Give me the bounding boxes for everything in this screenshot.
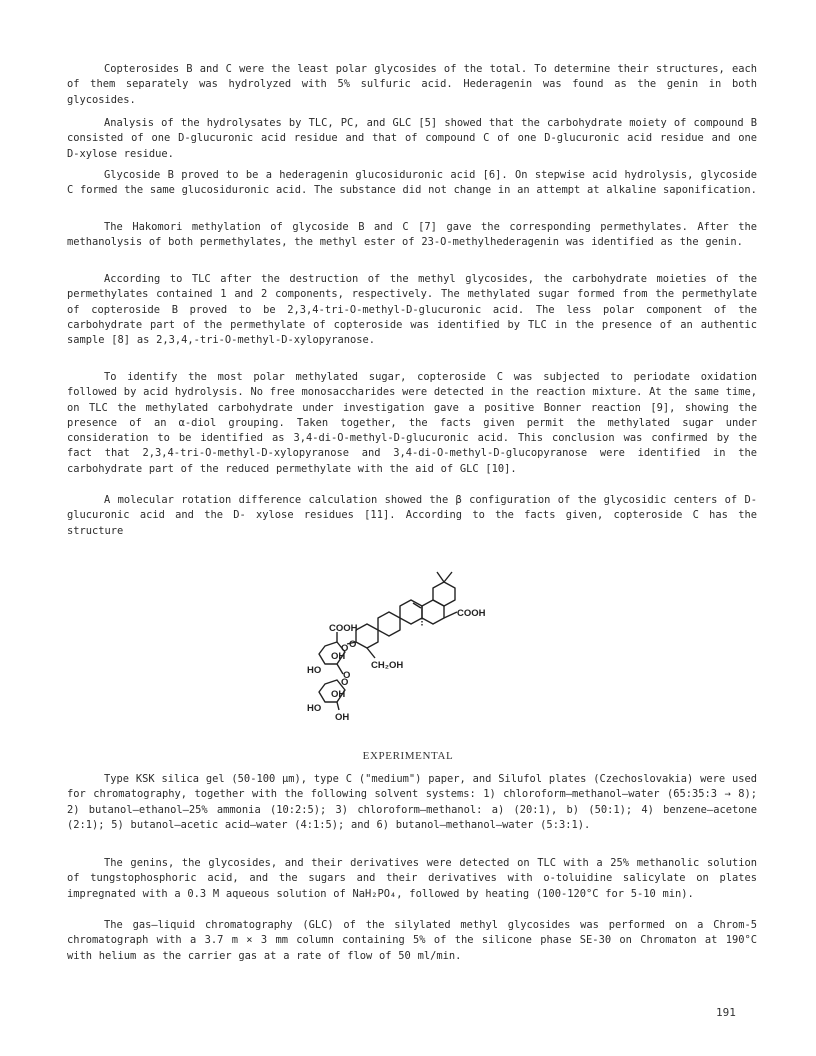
label-link-o1: O xyxy=(349,639,357,650)
page-number: 191 xyxy=(716,1006,736,1019)
paragraph-1: Copterosides B and C were the least polar glycosides of the total. To determine their structures, each of them separately was hydrolyzed with 5% sulfuric acid. Hederagenin was found as the genin in both glycosides. xyxy=(67,63,757,106)
label-ring-o2: O xyxy=(341,677,349,688)
label-cooh-sugar: COOH xyxy=(329,623,358,634)
label-cooh-top: COOH xyxy=(457,608,486,619)
experimental-paragraph-1: Type KSK silica gel (50-100 μm), type C ("medium") paper, and Silufol plates (Czechoslovakia) were used for chromatography, together with the following solvent systems: 1) chloroform—methanol—water (65:35:3 → 8); 2) butanol—ethanol—25% ammonia (10:2:5); 3) chloroform—methanol: a) (20:1), b) (50:1); 4) benzene—acetone (2:1); 5) butanol—acetic acid—water (4:1:5); and 6) butanol—methanol—water (5:3:1). xyxy=(67,773,757,831)
label-oh1: OH xyxy=(331,651,346,662)
paragraph-6: To identify the most polar methylated sugar, copteroside C was subjected to periodate oxidation followed by acid hydrolysis. No free monosaccharides were detected in the reaction mixture. At the same time, on TLC the methylated carbohydrate under investigation gave a positive Bonner reaction [9], showing the presence of an α-diol grouping. Taken together, the facts given permit the methylated sugar under consideration to be identified as 3,4-di-O-methyl-D-glucuronic acid. This conclusion was confirmed by the fact that 2,3,4-tri-O-methyl-D-xylopyranose and 3,4-di-O-methyl-D-glucopyranose were identified in the carbohydrate part of the reduced permethylate with the aid of GLC [10]. xyxy=(67,371,757,475)
structure-svg xyxy=(305,560,510,735)
paragraph-3: Glycoside B proved to be a hederagenin glucosiduronic acid [6]. On stepwise acid hydrolysis, glycoside C formed the same glucosiduronic acid. The substance did not change in an attempt at alkaline saponification. xyxy=(67,169,757,197)
paragraph-2: Analysis of the hydrolysates by TLC, PC, and GLC [5] showed that the carbohydrate moiety of compound B consisted of one D-glucuronic acid residue and that of compound C of one D-glucuronic acid residue and one D-xylose residue. xyxy=(67,117,757,160)
paragraph-5: According to TLC after the destruction of the methyl glycosides, the carbohydrate moieties of the permethylates contained 1 and 2 components, respectively. The methylated sugar formed from the permethylate of copteroside B proved to be 2,3,4-tri-O-methyl-D-glucuronic acid. The less polar component of the carbohydrate part of the permethylate of copteroside was identified by TLC in the presence of an authentic sample [8] as 2,3,4,-tri-O-methyl-D-xylopyranose. xyxy=(67,273,757,347)
paragraph-4: The Hakomori methylation of glycoside B and C [7] gave the corresponding permethylates. After the methanolysis of both permethylates, the methyl ester of 23-O-methylhederagenin was identified as the genin. xyxy=(67,221,757,249)
label-ch2oh: CH₂OH xyxy=(371,660,404,671)
experimental-paragraph-3: The gas—liquid chromatography (GLC) of the silylated methyl glycosides was performed on a Chrom-5 chromatograph with a 3.7 m × 3 mm column containing 5% of the silicone phase SE-30 on Chromaton at 190°C with helium as the carrier gas at a rate of flow of 50 ml/min. xyxy=(67,919,757,962)
label-oh2: OH xyxy=(331,689,346,700)
experimental-heading: EXPERIMENTAL xyxy=(362,750,454,762)
experimental-paragraph-2: The genins, the glycosides, and their derivatives were detected on TLC with a 25% methanolic solution of tungstophosphoric acid, and the sugars and their derivatives with o-toluidine salicylate on plates impregnated with a 0.3 M aqueous solution of NaH₂PO₄, followed by heating (100-120°C for 5-10 min). xyxy=(67,857,757,900)
label-ho2: HO xyxy=(307,703,322,714)
label-link-o2: O xyxy=(343,670,351,681)
chemical-structure-figure xyxy=(305,560,510,735)
label-oh3: OH xyxy=(335,712,350,723)
label-ho1: HO xyxy=(307,665,322,676)
paragraph-7: A molecular rotation difference calculation showed the β configuration of the glycosidic centers of D-glucuronic acid and the D- xylose residues [11]. According to the facts given, copteroside C has the structure xyxy=(67,494,757,537)
label-ring-o1: O xyxy=(341,643,349,654)
